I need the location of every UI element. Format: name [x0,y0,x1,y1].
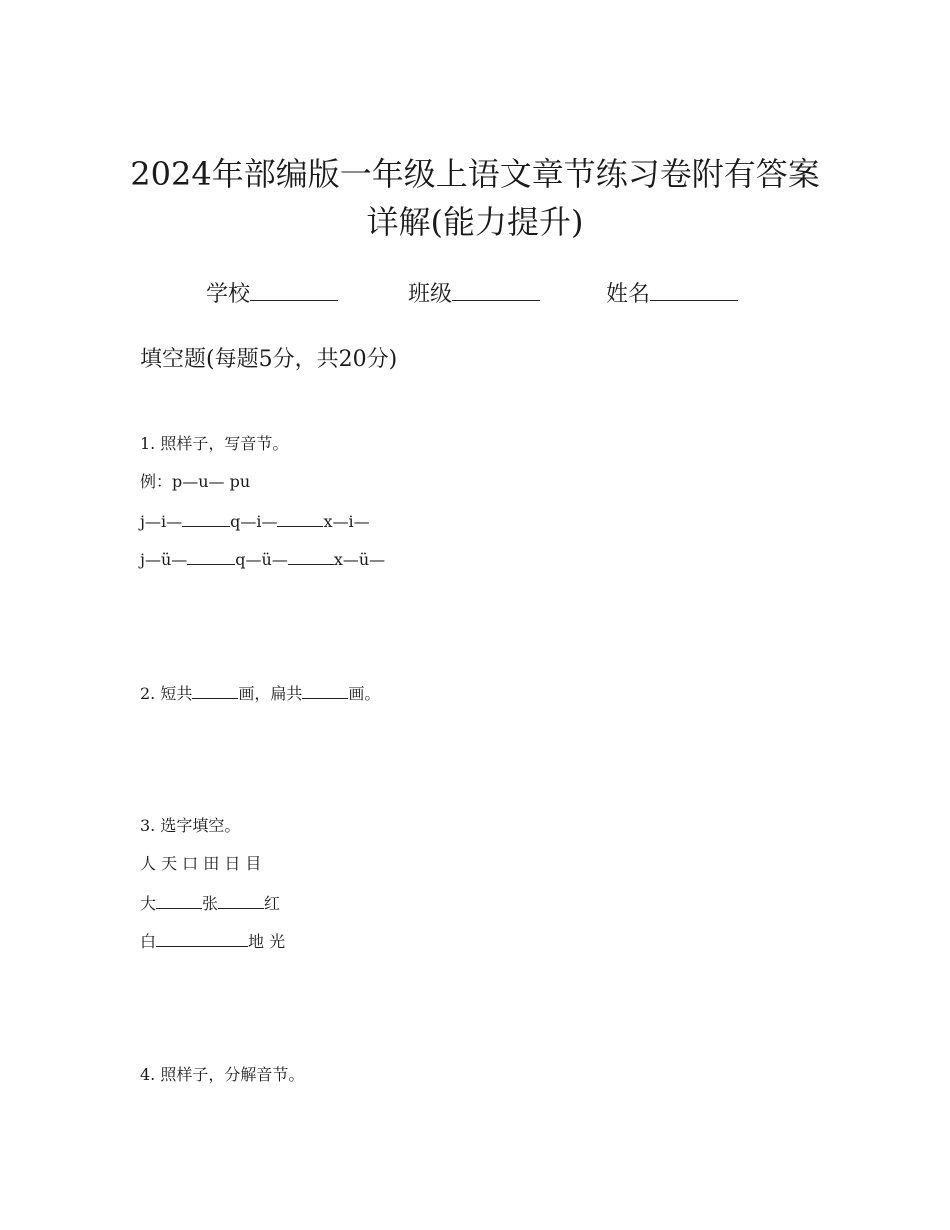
name-field[interactable] [606,276,738,311]
answer-blank[interactable] [288,546,334,565]
page-title [0,150,950,246]
q3-prompt: 3. 选字填空。 [140,816,241,835]
q1-row1-item-2: q—i— [230,512,278,531]
q1-row1-item-1: j—i— [140,512,183,531]
q3-row-2 [140,928,285,954]
q3-row1-item-3: 红 [264,894,281,913]
title-line-1: 2024年部编版一年级上语文章节练习卷附有答案 [130,155,820,193]
q1-row-2 [140,546,385,572]
q1-row1-item-3: x—i— [323,512,370,531]
q2-suffix: 画。 [348,684,381,703]
q3-row-1 [140,890,280,916]
q2-prefix: 2. 短共 [140,684,193,703]
answer-blank[interactable] [182,508,230,527]
q1-row2-item-2: q—ü— [235,550,288,569]
q1-example: 例：p—u— pu [140,472,251,491]
q2-middle: 画，扁共 [238,684,303,703]
answer-blank[interactable] [277,508,323,527]
name-label: 姓名 [606,282,651,307]
q3-row1-item-2: 张 [202,894,219,913]
school-label: 学校 [206,282,251,307]
q1-row2-item-3: x—ü— [333,550,386,569]
q3-row2-item-1: 白 [140,932,157,951]
q3-row2-item-2: 地 光 [248,932,286,951]
school-blank[interactable] [250,276,338,301]
school-field[interactable] [206,276,338,311]
answer-blank[interactable] [187,546,235,565]
q3-row1-item-1: 大 [140,894,157,913]
q1-prompt: 1. 照样子，写音节。 [140,434,289,453]
section-heading: 填空题(每题5分，共20分) [140,347,398,372]
title-line-2: 详解(能力提升) [366,203,584,241]
answer-blank[interactable] [156,928,248,947]
name-blank[interactable] [650,276,738,301]
class-blank[interactable] [452,276,540,301]
answer-blank[interactable] [156,890,202,909]
q2-line [140,680,380,706]
class-label: 班级 [408,282,453,307]
q1-row2-item-1: j—ü— [140,550,188,569]
answer-blank[interactable] [218,890,264,909]
class-field[interactable] [408,276,540,311]
answer-blank[interactable] [192,680,238,699]
q3-options: 人 天 口 田 日 目 [140,854,262,873]
answer-blank[interactable] [302,680,348,699]
q1-row-1 [140,508,370,534]
q4-prompt: 4. 照样子，分解音节。 [140,1065,305,1084]
